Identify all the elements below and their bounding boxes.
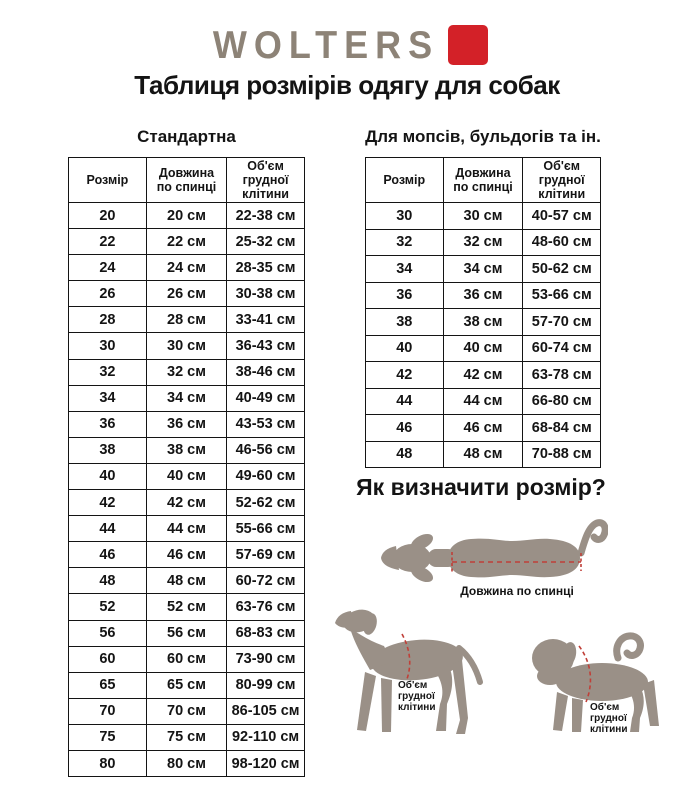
standard-table-title: Стандартна [137,127,236,146]
size-cell: 24 см [146,255,226,281]
size-cell: 32 см [146,359,226,385]
size-cell: 20 см [146,203,226,229]
size-cell: 36-43 см [227,333,305,359]
size-row [366,256,601,283]
header-row [69,158,305,203]
size-cell: 34 [69,385,147,411]
size-cell: 42 см [146,490,226,516]
size-row [69,750,305,776]
size-row [366,415,601,442]
size-cell: 32 [69,359,147,385]
size-row [69,359,305,385]
size-cell: 30 см [146,333,226,359]
column-header: Розмір [366,158,444,203]
size-cell: 22 [69,229,147,255]
size-cell: 38-46 см [227,359,305,385]
brand-logo-text: WOLTERS [212,22,440,67]
page-title: Таблиця розмірів одягу для собак [134,70,560,100]
column-header: Об'єм грудної клітини [523,158,601,203]
size-cell: 30 [366,203,444,230]
size-row [69,490,305,516]
size-cell: 63-76 см [227,594,305,620]
size-row [69,385,305,411]
size-cell: 26 см [146,281,226,307]
size-cell: 36 см [443,282,523,309]
column-header: Довжина по спинці [443,158,523,203]
size-row [69,307,305,333]
size-row [69,437,305,463]
brand-logo [0,22,694,68]
size-cell: 55-66 см [227,516,305,542]
size-cell: 75 [69,724,147,750]
size-cell: 46-56 см [227,437,305,463]
size-cell: 60 [69,646,147,672]
size-cell: 30 [69,333,147,359]
size-cell: 48 см [443,441,523,468]
size-cell: 40-57 см [523,203,601,230]
size-cell: 56 [69,620,147,646]
size-cell: 70 [69,698,147,724]
size-cell: 30-38 см [227,281,305,307]
dog-curled-tail [617,636,641,658]
size-cell: 36 [69,411,147,437]
size-row [69,724,305,750]
size-row [69,203,305,229]
size-row [69,463,305,489]
size-cell: 68-83 см [227,620,305,646]
size-cell: 33-41 см [227,307,305,333]
chest-label-line: Об'єм [590,702,620,713]
size-cell: 26 [69,281,147,307]
dog-top-view-silhouette [378,513,608,588]
flat-breeds-table-title: Для мопсів, бульдогів та ін. [365,127,601,146]
size-row [69,568,305,594]
size-cell: 52 [69,594,147,620]
size-row [69,281,305,307]
size-row [366,388,601,415]
chest-label-line: грудної [398,691,435,703]
size-cell: 36 см [146,411,226,437]
size-cell: 38 [366,309,444,336]
size-cell: 25-32 см [227,229,305,255]
size-cell: 44 [366,388,444,415]
size-cell: 22-38 см [227,203,305,229]
size-cell: 86-105 см [227,698,305,724]
brand-logo-square-icon [448,25,488,65]
size-cell: 44 см [443,388,523,415]
size-cell: 68-84 см [523,415,601,442]
size-row [366,203,601,230]
size-cell: 75 см [146,724,226,750]
size-cell: 42 [366,362,444,389]
size-cell: 43-53 см [227,411,305,437]
size-cell: 80-99 см [227,672,305,698]
size-cell: 44 [69,516,147,542]
chest-label-line: клітини [590,724,628,736]
column-header: Розмір [69,158,147,203]
size-cell: 40 [69,463,147,489]
size-cell: 24 [69,255,147,281]
size-cell: 36 [366,282,444,309]
size-cell: 40-49 см [227,385,305,411]
how-to-title: Як визначити розмір? [356,474,606,500]
size-cell: 70-88 см [523,441,601,468]
size-cell: 73-90 см [227,646,305,672]
size-cell: 92-110 см [227,724,305,750]
size-cell: 40 см [146,463,226,489]
size-cell: 60-72 см [227,568,305,594]
size-row [69,698,305,724]
size-row [366,309,601,336]
size-cell: 38 см [443,309,523,336]
size-cell: 57-69 см [227,542,305,568]
size-cell: 52 см [146,594,226,620]
size-cell: 22 см [146,229,226,255]
size-cell: 28-35 см [227,255,305,281]
size-cell: 40 [366,335,444,362]
size-row [69,672,305,698]
size-cell: 48 [366,441,444,468]
chest-volume-label [590,702,628,736]
size-row [69,333,305,359]
size-cell: 38 [69,437,147,463]
size-cell: 38 см [146,437,226,463]
size-cell: 80 см [146,750,226,776]
column-header: Довжина по спинці [146,158,226,203]
size-row [69,542,305,568]
size-cell: 44 см [146,516,226,542]
size-cell: 40 см [443,335,523,362]
back-length-label: Довжина по спинці [460,584,574,598]
size-cell: 34 [366,256,444,283]
size-row [69,229,305,255]
size-cell: 98-120 см [227,750,305,776]
size-row [69,516,305,542]
size-cell: 28 см [146,307,226,333]
size-row [69,411,305,437]
size-cell: 34 см [443,256,523,283]
size-cell: 46 [366,415,444,442]
size-cell: 46 [69,542,147,568]
chest-label-line: Об'єм [398,680,428,691]
size-cell: 57-70 см [523,309,601,336]
size-row [69,620,305,646]
size-cell: 56 см [146,620,226,646]
size-cell: 53-66 см [523,282,601,309]
size-cell: 66-80 см [523,388,601,415]
size-row [366,282,601,309]
flat-breeds-size-table [365,157,601,468]
size-row [366,362,601,389]
size-cell: 28 [69,307,147,333]
size-row [69,255,305,281]
size-row [69,594,305,620]
chest-label-line: клітини [398,702,436,714]
size-row [366,441,601,468]
size-cell: 46 см [146,542,226,568]
size-cell: 42 [69,490,147,516]
size-cell: 80 [69,750,147,776]
size-cell: 60 см [146,646,226,672]
size-cell: 63-78 см [523,362,601,389]
size-cell: 20 [69,203,147,229]
size-cell: 65 [69,672,147,698]
size-cell: 48 [69,568,147,594]
size-cell: 65 см [146,672,226,698]
size-cell: 32 см [443,229,523,256]
size-row [366,229,601,256]
size-cell: 48 см [146,568,226,594]
size-cell: 42 см [443,362,523,389]
chest-volume-label [398,680,436,714]
size-cell: 34 см [146,385,226,411]
standard-size-table [68,157,305,777]
size-cell: 70 см [146,698,226,724]
dog-tail [581,523,605,553]
size-cell: 60-74 см [523,335,601,362]
size-cell: 52-62 см [227,490,305,516]
size-cell: 30 см [443,203,523,230]
size-cell: 46 см [443,415,523,442]
size-row [366,335,601,362]
header-row [366,158,601,203]
size-cell: 48-60 см [523,229,601,256]
size-row [69,646,305,672]
size-cell: 32 [366,229,444,256]
size-cell: 50-62 см [523,256,601,283]
chest-label-line: грудної [590,713,627,725]
column-header: Об'єм грудної клітини [227,158,305,203]
dog-side-view-silhouette [332,604,487,739]
size-cell: 49-60 см [227,463,305,489]
